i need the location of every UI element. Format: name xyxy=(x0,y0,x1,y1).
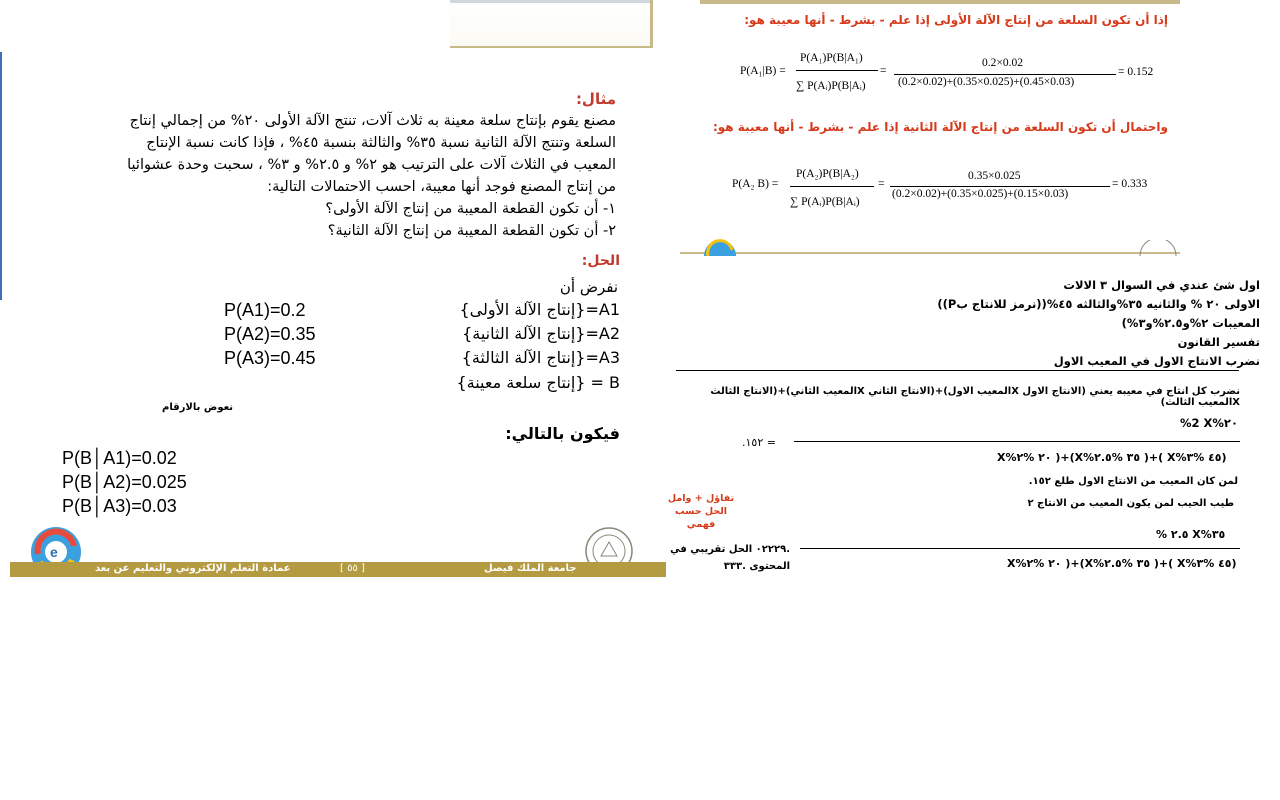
notes-numerator-1: %2 X%٢٠ xyxy=(1180,416,1238,430)
elearning-logo-icon xyxy=(700,236,740,256)
conditional-b-a3: P(B│A3)=0.03 xyxy=(62,496,177,516)
formula2-fraction-bar xyxy=(790,186,874,187)
notes-result-2a: .٠٢٢٢٩ الحل تقريبي في xyxy=(670,544,790,555)
event-prob-a1: P(A1)=0.2 xyxy=(224,300,306,320)
formula2-num2: 0.35×0.025 xyxy=(968,170,1021,182)
notes-denominator-2: X%٢٠ %٢ )+(X%٣٥ %٢.٥ )+( X%٤٥ %٣) xyxy=(1007,557,1237,570)
notes-fraction-bar-1 xyxy=(794,441,1240,442)
notes-line: المعيبات ٢%و٢.٥%و٣%) xyxy=(1121,316,1260,330)
notes-line: تفسير القانون xyxy=(1177,335,1260,349)
assume-text: نفرض أن xyxy=(559,278,618,296)
left-blue-rule xyxy=(0,52,2,300)
slide-header-line xyxy=(450,0,650,3)
notes-line: نضرب الانتاج الاول في المعيب الاول xyxy=(1053,354,1260,368)
notes-numerator-2: % ٢.٥ X%٣٥ xyxy=(1156,528,1226,541)
formula2-den: ∑ P(Aᵢ)P(B|Aᵢ) xyxy=(790,196,860,208)
formula2-fraction-bar-2 xyxy=(890,186,1110,187)
problem-line: السلعة وتنتج الآلة الثانية نسبة ٣٥% والثالثة بنسبة ٤٥% ، فإذا كانت نسبة الإنتاج xyxy=(146,135,616,151)
event-prob-a3: P(A3)=0.45 xyxy=(224,348,316,368)
problem-line: المعيب في الثلاث آلات على الترتيب هو ٢% و ٢.٥% و ٣% ، سحبت وحدة عشوائيا xyxy=(127,157,616,173)
formula1-fraction-bar-2 xyxy=(894,74,1116,75)
formula2-num: P(A₂)P(B|A₂) xyxy=(796,168,859,180)
university-seal-icon xyxy=(1138,240,1178,256)
event-def-a1: A1={إنتاج الآلة الأولى} xyxy=(459,300,620,319)
formula2-result: = 0.333 xyxy=(1112,178,1148,190)
right-slide-footer-bar xyxy=(680,252,1180,254)
notes-line: اول شئ عندي في السوال ٣ الالات xyxy=(1063,278,1260,292)
notes-line: الاولى ٢٠ % والثانيه ٣٥%والثالثه ٤٥%((نرمز للانتاج بP)) xyxy=(937,297,1260,311)
bayes-line-2: واحتمال أن تكون السلعة من إنتاج الآلة الثانية إذا علم - بشرط - أنها معيبة هو: xyxy=(712,120,1168,134)
notes-denominator-1: X%٢٠ %٢ )+(X%٣٥ %٢.٥ )+( X%٤٥ %٣) xyxy=(997,451,1227,464)
formula1-num: P(A₁)P(B|A₁) xyxy=(800,52,863,64)
notes-result-2b: المحتوى .٣٣٣ xyxy=(723,561,790,572)
notes-block xyxy=(937,276,1260,371)
formula2-lhs: P(A₂ B) = xyxy=(732,178,779,190)
formula1-result: = 0.152 xyxy=(1118,66,1154,78)
footer-deanship: عمادة التعلم الإلكتروني والتعليم عن بعد xyxy=(95,563,291,574)
notes-divider xyxy=(676,370,1239,371)
notes-fraction-bar-2 xyxy=(800,548,1240,549)
problem-text xyxy=(55,110,616,242)
event-prob-a2: P(A2)=0.35 xyxy=(224,324,316,344)
notes-comment-2: طيب الحيب لمن يكون المعيب من الانتاج ٢ xyxy=(1027,498,1234,509)
footer-page-number: [ ٥٥ ] xyxy=(340,563,365,574)
problem-line: ١- أن تكون القطعة المعيبة من إنتاج الآلة الأولى؟ xyxy=(325,201,616,217)
formula1-fraction-bar xyxy=(796,70,878,71)
right-slide-top-bar xyxy=(700,0,1180,4)
formula2-den2: (0.2×0.02)+(0.35×0.025)+(0.15×0.03) xyxy=(892,188,1069,200)
svg-text:e: e xyxy=(50,544,58,560)
side-red-note: تفاؤل + وامل الحل حسب فهمي xyxy=(667,493,735,530)
formula1-lhs: P(A₁|B) = xyxy=(740,65,786,77)
formula1-den2: (0.2×0.02)+(0.35×0.025)+(0.45×0.03) xyxy=(898,76,1075,88)
bayes-line-1: إذا أن تكون السلعة من إنتاج الآلة الأولى إذا علم - بشرط - أنها معيبة هو: xyxy=(744,13,1168,27)
notes-comment-1: لمن كان المعيب من الانتاج الاول طلع ١٥٢. xyxy=(1028,476,1238,487)
footer-university: جامعة الملك فيصل xyxy=(484,563,577,574)
notes-explanation-1: نضرب كل انتاج في معيبه يعني (الانتاج الاول Xالمعيب الاول)+(الانتاج الثاني Xالمعيب الثاني)+(الانتاج الثالث Xالمعيب الثالث) xyxy=(710,386,1240,408)
formula1-equals: = xyxy=(880,65,887,77)
formula1-num2: 0.2×0.02 xyxy=(982,57,1023,69)
problem-line: مصنع يقوم بإنتاج سلعة معينة به ثلاث آلات، تنتج الآلة الأولى ٢٠% من إجمالي إنتاج xyxy=(129,113,616,129)
problem-line: ٢- أن تكون القطعة المعيبة من إنتاج الآلة الثانية؟ xyxy=(327,223,616,239)
conditional-b-a2: P(B│A2)=0.025 xyxy=(62,472,187,492)
conditional-b-a1: P(B│A1)=0.02 xyxy=(62,448,177,468)
event-def-b: B = {إنتاج سلعة معينة} xyxy=(456,373,620,392)
solution-title: الحل: xyxy=(581,253,620,269)
example-title: مثال: xyxy=(575,90,616,108)
problem-line: من إنتاج المصنع فوجد أنها معيبة، احسب الاحتمالات التالية: xyxy=(267,179,616,195)
event-def-a2: A2={إنتاج الآلة الثانية} xyxy=(462,324,620,343)
event-def-a3: A3={إنتاج الآلة الثالثة} xyxy=(461,348,620,367)
formula2-equals: = xyxy=(878,178,885,190)
therefore-label: فيكون بالتالي: xyxy=(505,424,620,443)
notes-explanation-2: نعوض بالارقام xyxy=(162,402,233,413)
slide-header-box xyxy=(450,0,653,48)
formula1-den: ∑ P(Aᵢ)P(B|Aᵢ) xyxy=(796,80,866,92)
notes-result-1: .١٥٢ = xyxy=(742,436,776,449)
